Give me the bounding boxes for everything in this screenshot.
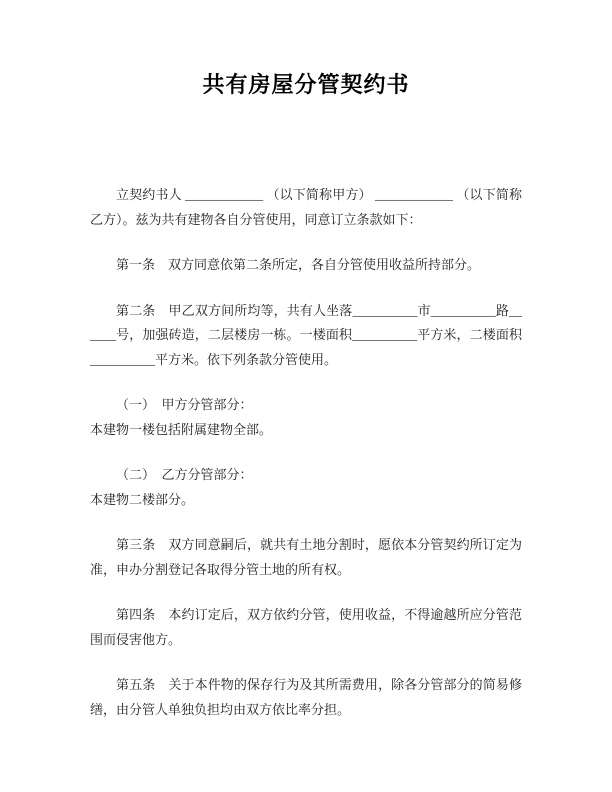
paragraph-article-3: 第三条 双方同意嗣后，就共有土地分割时，愿依本分管契约所订定为准，申办分割登记各取得分管土地的所有权。	[90, 537, 522, 577]
paragraph-item-1-heading: （一） 甲方分管部分：	[116, 397, 253, 412]
paragraph-article-4: 第四条 本约订定后，双方依约分管，使用收益，不得逾越所应分管范围而侵害他方。	[90, 607, 522, 647]
paragraph-item-2-heading: （二） 乙方分管部分：	[116, 467, 253, 482]
paragraph-article-5: 第五条 关于本件物的保存行为及其所需费用，除各分管部分的简易修缮，由分管人单独负担均由双方依比率分担。	[90, 677, 522, 717]
paragraph-intro: 立契约书人 ____________ （以下简称甲方） ____________ （以下简称乙方）。兹为共有建物各自分管使用，同意订立条款如下：	[90, 187, 522, 227]
paragraph-article-2: 第二条 甲乙双方间所均等，共有人坐落__________市__________路______号，加强砖造，二层楼房一栋。一楼面积__________平方米，二楼面积__________平方米。依下列条款分管使用。	[90, 302, 522, 367]
paragraph-item-1-body: 本建物一楼包括附属建物全部。	[90, 421, 273, 437]
paragraph-item-2-body: 本建物二楼部分。	[90, 491, 195, 507]
document-title: 共有房屋分管契约书	[202, 72, 410, 97]
paragraph-article-1: 第一条 双方同意依第二条所定，各自分管使用收益所持部分。	[116, 257, 481, 272]
